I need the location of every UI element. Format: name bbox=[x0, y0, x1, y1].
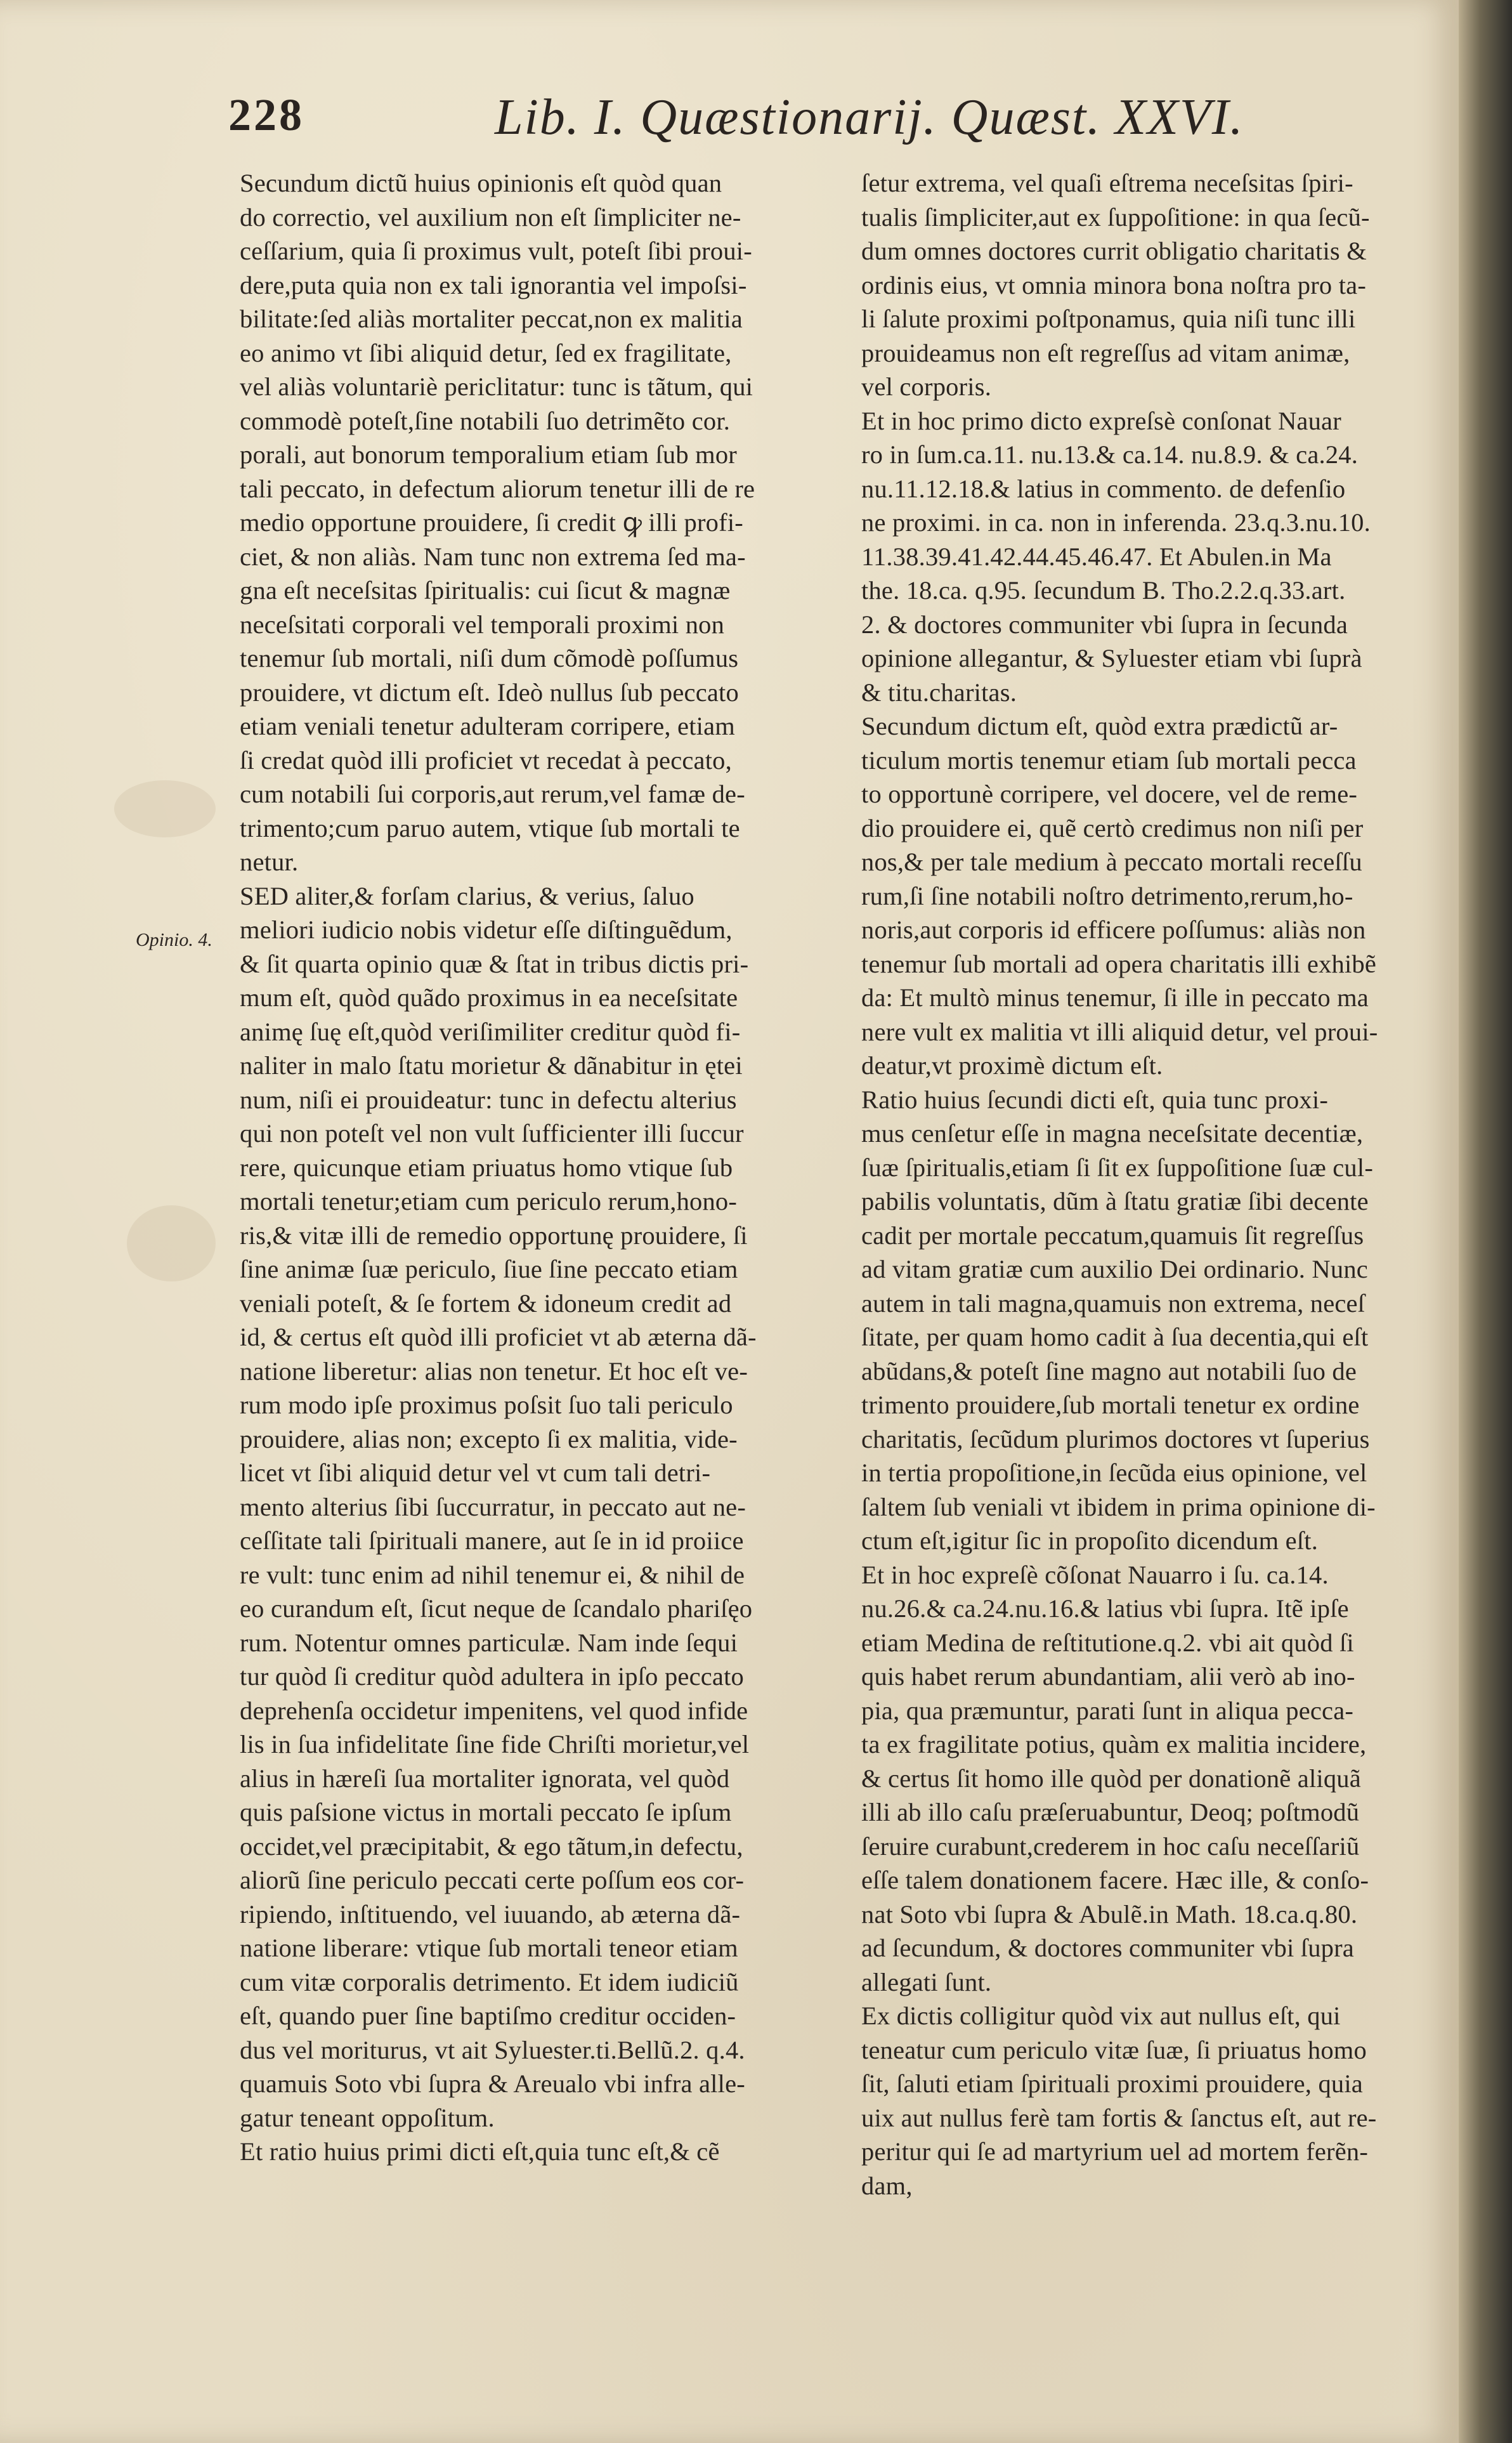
text-line: nos,& per tale medium à peccato mortali receſſu bbox=[861, 848, 1362, 876]
text-line: allegati ſunt. bbox=[861, 1967, 992, 1996]
text-line: eſt, quando puer ſine baptiſmo creditur occiden- bbox=[240, 2001, 736, 2030]
text-line: natione liberare: vtique ſub mortali teneor etiam bbox=[240, 1934, 738, 1962]
text-line: illi ab illo caſu præſeruabuntur, Deoq; poſtmodũ bbox=[861, 1798, 1360, 1826]
text-line: do correctio, vel auxilium non eſt ſimpliciter ne- bbox=[240, 202, 741, 232]
text-line: Et in hoc primo dicto expreſsè conſonat Nauar bbox=[861, 406, 1341, 435]
text-line: qui non poteſt vel non vult ſufficienter illi ſuccur bbox=[240, 1119, 744, 1148]
text-line: etiam veniali tenetur adulteram corripere, etiam bbox=[240, 712, 735, 740]
text-line: quis paſsione victus in mortali peccato ſe ipſum bbox=[240, 1798, 732, 1826]
text-line: nat Soto vbi ſupra & Abulẽ.in Math. 18.ca.q.80. bbox=[861, 1899, 1358, 1929]
text-line: ſitate, per quam homo cadit à ſua decentia,qui eſt bbox=[861, 1323, 1369, 1351]
text-line: porali, aut bonorum temporalium etiam ſub mor bbox=[240, 440, 737, 469]
text-line: occidet,vel præcipitabit, & ego tãtum,in defectu, bbox=[240, 1831, 743, 1861]
paper-stain bbox=[114, 780, 216, 837]
text-line: dum omnes doctores currit obligatio charitatis & bbox=[861, 237, 1367, 265]
text-line: vel corporis. bbox=[861, 372, 992, 401]
text-line: cum vitæ corporalis detrimento. Et idem iudiciũ bbox=[240, 1967, 739, 1996]
text-line: mento alterius ſibi ſuccurratur, in peccato aut ne- bbox=[240, 1492, 746, 1521]
text-line: quamuis Soto vbi ſupra & Areualo vbi infra alle- bbox=[240, 2069, 745, 2098]
text-line: rere, quicunque etiam priuatus homo vtique ſub bbox=[240, 1153, 733, 1182]
text-line: re vult: tunc enim ad nihil tenemur ei, & nihil de bbox=[240, 1560, 745, 1589]
text-line: tur quòd ſi creditur quòd adultera in ipſo peccato bbox=[240, 1662, 745, 1691]
text-line: commodè poteſt,ſine notabili ſuo detrimẽto cor. bbox=[240, 406, 731, 435]
text-line: ro in ſum.ca.11. nu.13.& ca.14. nu.8.9. & ca.24. bbox=[861, 440, 1359, 469]
text-line: pabilis voluntatis, dũm à ſtatu gratiæ ſibi decente bbox=[861, 1187, 1369, 1215]
text-line: ciet, & non aliàs. Nam tunc non extrema ſed ma- bbox=[240, 542, 746, 571]
text-line: tenemur ſub mortali, niſi dum cõmodè poſſumus bbox=[240, 644, 739, 672]
text-line: dam, bbox=[861, 2171, 913, 2200]
text-line: natione liberetur: alias non tenetur. Et hoc eſt ve- bbox=[240, 1356, 748, 1385]
text-line: ſit, ſaluti etiam ſpirituali proximi prouidere, quia bbox=[861, 2069, 1363, 2098]
text-line: dio prouidere ei, quẽ certò credimus non niſi per bbox=[861, 813, 1364, 842]
text-line: opinione allegantur, & Syluester etiam vbi ſuprà bbox=[861, 644, 1362, 672]
right-text-column bbox=[861, 166, 1451, 2203]
text-line: peritur qui ſe ad martyrium uel ad mortem ferẽn- bbox=[861, 2137, 1369, 2166]
text-line: to opportunè corripere, vel docere, vel de reme- bbox=[861, 780, 1358, 808]
text-line: ceſſitate tali ſpirituali manere, aut ſe in id proiice bbox=[240, 1526, 744, 1555]
text-line: meliori iudicio nobis videtur eſſe diſtinguẽdum, bbox=[240, 915, 733, 944]
text-line: in tertia propoſitione,in ſecũda eius opinione, vel bbox=[861, 1458, 1367, 1487]
text-line: alius in hæreſi ſua mortaliter ignorata, vel quòd bbox=[240, 1764, 730, 1793]
page-header bbox=[228, 89, 1244, 159]
running-head: Lib. I. Quæstionarij. Quæst. XXVI. bbox=[495, 89, 1244, 145]
text-line: pia, qua præmuntur, parati ſunt in aliqua pecca- bbox=[861, 1696, 1354, 1725]
text-line: dus vel moriturus, vt ait Syluester.ti.Bellũ.2. q.4. bbox=[240, 2035, 745, 2064]
text-line: Et in hoc expreſè cõſonat Nauarro i ſu. ca.14. bbox=[861, 1560, 1329, 1589]
text-line: trimento prouidere,ſub mortali tenetur ex ordine bbox=[861, 1391, 1360, 1419]
text-line: mum eſt, quòd quãdo proximus in ea neceſsitate bbox=[240, 983, 738, 1012]
text-line: Ex dictis colligitur quòd vix aut nullus eſt, qui bbox=[861, 2001, 1341, 2030]
text-line: & ſit quarta opinio quæ & ſtat in tribus dictis pri- bbox=[240, 949, 749, 978]
text-line: rum,ſi ſine notabili noſtro detrimento,rerum,ho- bbox=[861, 881, 1353, 910]
text-line: neceſsitati corporali vel temporali proximi non bbox=[240, 610, 725, 639]
text-line: rum modo ipſe proximus poſsit ſuo tali periculo bbox=[240, 1391, 733, 1419]
text-line: bilitate:ſed aliàs mortaliter peccat,non ex malitia bbox=[240, 305, 743, 333]
text-line: ordinis eius, vt omnia minora bona noſtra pro ta- bbox=[861, 270, 1367, 299]
left-text-column bbox=[240, 166, 836, 2169]
text-line: mortali tenetur;etiam cum periculo rerum,hono- bbox=[240, 1187, 738, 1215]
text-line: eſſe talem donationem facere. Hæc ille, & conſo- bbox=[861, 1866, 1369, 1894]
text-line: Ratio huius ſecundi dicti eſt, quia tunc proxi- bbox=[861, 1085, 1329, 1114]
text-line: ta ex fragilitate potius, quàm ex malitia incidere, bbox=[861, 1730, 1367, 1759]
text-line: netur. bbox=[240, 848, 299, 876]
text-line: abũdans,& poteſt ſine magno aut notabili ſuo de bbox=[861, 1356, 1357, 1385]
text-line: da: Et multò minus tenemur, ſi ille in peccato ma bbox=[861, 983, 1369, 1012]
margin-note: Opinio. 4. bbox=[136, 929, 212, 950]
text-line: ſetur extrema, vel quaſi eſtrema neceſsitas ſpiri- bbox=[861, 169, 1353, 197]
text-line: tali peccato, in defectum aliorum tenetur illi de re bbox=[240, 474, 755, 503]
text-line: prouidere, vt dictum eſt. Ideò nullus ſub peccato bbox=[240, 678, 739, 707]
text-line: ceſſarium, quia ſi proximus vult, poteſt ſibi proui- bbox=[240, 237, 752, 265]
text-line: deatur,vt proximè dictum eſt. bbox=[861, 1051, 1163, 1080]
text-line: gna eſt neceſsitas ſpiritualis: cui ſicut & magnæ bbox=[240, 576, 731, 605]
text-line: li ſalute proximi poſtponamus, quia niſi tunc illi bbox=[861, 305, 1356, 333]
text-line: ad vitam gratiæ cum auxilio Dei ordinario. Nunc bbox=[861, 1255, 1368, 1283]
text-line: ris,& vitæ illi de remedio opportunę prouidere, ſi bbox=[240, 1221, 748, 1250]
text-line: ne proximi. in ca. non in inferenda. 23.q.3.nu.10. bbox=[861, 508, 1371, 537]
page-number: 228 bbox=[228, 89, 304, 140]
text-line: ſi credat quòd illi proficiet vt recedat à peccato, bbox=[240, 745, 732, 775]
text-line: quis habet rerum abundantiam, alii verò ab ino- bbox=[861, 1662, 1355, 1691]
text-line: the. 18.ca. q.95. ſecundum B. Tho.2.2.q.33.art. bbox=[861, 576, 1346, 605]
text-line: animę ſuę eſt,quòd veriſimiliter creditur quòd fi- bbox=[240, 1017, 741, 1046]
text-line: ticulum mortis tenemur etiam ſub mortali pecca bbox=[861, 745, 1357, 775]
text-line: SED aliter,& forſam clarius, & verius, ſaluo bbox=[240, 881, 694, 910]
text-line: trimento;cum paruo autem, vtique ſub mortali te bbox=[240, 813, 740, 842]
text-line: 11.38.39.41.42.44.45.46.47. Et Abulen.in Ma bbox=[861, 542, 1332, 571]
text-line: tenemur ſub mortali ad opera charitatis illi exhibẽ bbox=[861, 949, 1377, 978]
text-line: aliorũ ſine periculo peccati certe poſſum eos cor- bbox=[240, 1866, 745, 1894]
text-line: vel aliàs voluntariè periclitatur: tunc is tãtum, qui bbox=[240, 372, 753, 401]
text-line: ctum eſt,igitur ſic in propoſito dicendum eſt. bbox=[861, 1526, 1319, 1555]
text-line: Secundum dictũ huius opinionis eſt quòd quan bbox=[240, 169, 722, 197]
text-line: num, niſi ei prouideatur: tunc in defectu alterius bbox=[240, 1085, 737, 1114]
text-line: ad ſecundum, & doctores communiter vbi ſupra bbox=[861, 1934, 1354, 1962]
text-line: eo animo vt ſibi aliquid detur, ſed ex fragilitate, bbox=[240, 338, 732, 367]
text-line: ripiendo, inſtituendo, vel iuuando, ab æterna dã- bbox=[240, 1899, 741, 1929]
text-line: medio opportune prouidere, ſi credit ꝙ illi profi- bbox=[240, 508, 743, 537]
text-line: autem in tali magna,quamuis non extrema, neceſ bbox=[861, 1288, 1365, 1318]
text-line: mus cenſetur eſſe in magna neceſsitate decentiæ, bbox=[861, 1119, 1364, 1148]
text-line: cum notabili ſui corporis,aut rerum,vel famæ de- bbox=[240, 780, 745, 808]
text-line: & certus ſit homo ille quòd per donationẽ aliquã bbox=[861, 1764, 1361, 1793]
text-line: noris,aut corporis id efficere poſſumus: aliàs non bbox=[861, 915, 1366, 944]
text-line: nere vult ex malitia vt illi aliquid detur, vel proui- bbox=[861, 1017, 1378, 1046]
text-line: gatur teneant oppoſitum. bbox=[240, 2103, 495, 2132]
text-line: prouideamus non eſt regreſſus ad vitam animæ, bbox=[861, 338, 1350, 367]
text-line: etiam Medina de reſtitutione.q.2. vbi ait quòd ſi bbox=[861, 1628, 1354, 1657]
paper-stain bbox=[127, 1205, 216, 1281]
text-line: nu.26.& ca.24.nu.16.& latius vbi ſupra. Itẽ ipſe bbox=[861, 1594, 1349, 1623]
text-line: Secundum dictum eſt, quòd extra prædictũ ar- bbox=[861, 712, 1338, 740]
text-line: teneatur cum periculo vitæ ſuæ, ſi priuatus homo bbox=[861, 2035, 1367, 2064]
text-line: ſaltem ſub veniali vt ibidem in prima opinione di- bbox=[861, 1492, 1376, 1521]
text-line: deprehenſa occidetur impenitens, vel quod infide bbox=[240, 1696, 748, 1725]
text-line: veniali poteſt, & ſe fortem & idoneum credit ad bbox=[240, 1288, 732, 1318]
text-line: dere,puta quia non ex tali ignorantia vel impoſsi- bbox=[240, 270, 747, 299]
text-line: Et ratio huius primi dicti eſt,quia tunc eſt,& cẽ bbox=[240, 2137, 720, 2166]
text-line: id, & certus eſt quòd illi proficiet vt ab æterna dã- bbox=[240, 1323, 757, 1351]
text-line: 2. & doctores communiter vbi ſupra in ſecunda bbox=[861, 610, 1348, 639]
text-line: ſine animæ ſuæ periculo, ſiue ſine peccato etiam bbox=[240, 1255, 738, 1283]
book-binding bbox=[1459, 0, 1512, 2443]
text-line: prouidere, alias non; excepto ſi ex malitia, vide- bbox=[240, 1424, 738, 1453]
text-line: licet vt ſibi aliquid detur vel vt cum tali detri- bbox=[240, 1458, 711, 1487]
text-line: rum. Notentur omnes particulæ. Nam inde ſequi bbox=[240, 1628, 738, 1657]
text-line: nu.11.12.18.& latius in commento. de defenſio bbox=[861, 474, 1346, 503]
text-line: naliter in malo ſtatu morietur & dãnabitur in ętei bbox=[240, 1051, 743, 1080]
text-line: eo curandum eſt, ſicut neque de ſcandalo phariſęo bbox=[240, 1594, 753, 1623]
text-line: tualis ſimpliciter,aut ex ſuppoſitione: in qua ſecũ- bbox=[861, 202, 1370, 232]
text-line: charitatis, ſecũdum plurimos doctores vt ſuperius bbox=[861, 1424, 1370, 1453]
text-line: ſeruire curabunt,crederem in hoc caſu neceſſariũ bbox=[861, 1831, 1360, 1861]
text-line: ſuæ ſpiritualis,etiam ſi ſit ex ſuppoſitione ſuæ cul- bbox=[861, 1153, 1374, 1182]
text-line: lis in ſua infidelitate ſine fide Chriſti morietur,vel bbox=[240, 1730, 750, 1759]
text-line: cadit per mortale peccatum,quamuis ſit regreſſus bbox=[861, 1221, 1364, 1250]
text-line: & titu.charitas. bbox=[861, 678, 1017, 707]
text-line: uix aut nullus ferè tam fortis & ſanctus eſt, aut re- bbox=[861, 2103, 1377, 2132]
